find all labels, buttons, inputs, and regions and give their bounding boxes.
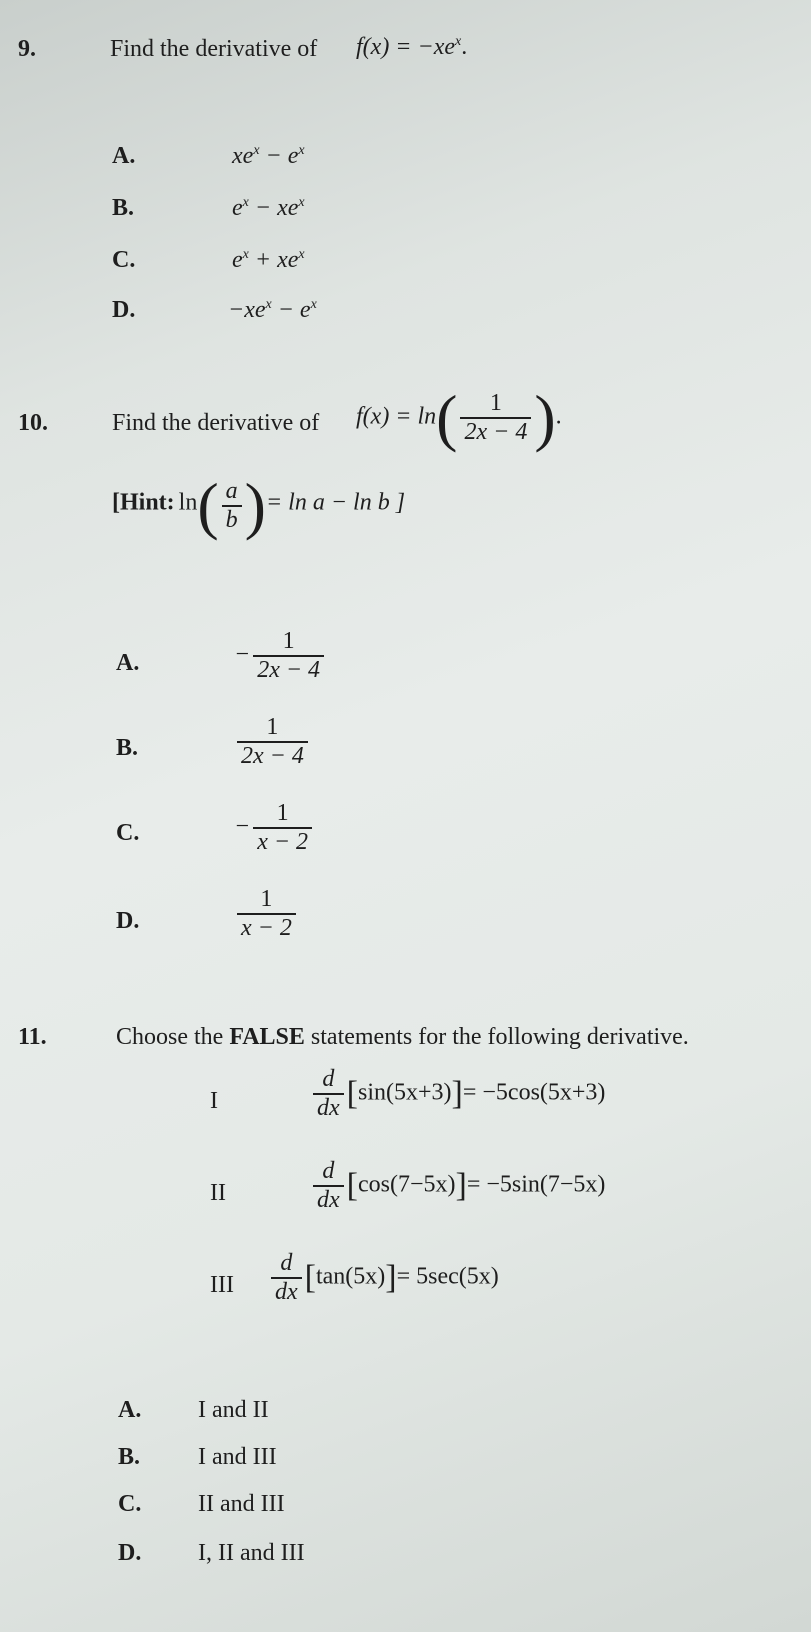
option-expression[interactable]: − $\frac{1}{2x - 4}$ — [234, 628, 327, 684]
statement-expression: $\frac{d}{dx}$ [tan(5x)]= 5sec(5x) — [268, 1250, 499, 1306]
option-expression[interactable]: $xe^x - e^x$ — [232, 143, 305, 169]
statement-expression: $\frac{d}{dx}$ [cos(7−5x)]= −5sin(7−5x) — [310, 1158, 605, 1214]
option-letter: C. — [118, 1491, 142, 1517]
question-prompt: Find the derivative of — [112, 410, 320, 436]
option-letter: A. — [112, 143, 136, 169]
option-text[interactable]: II and III — [198, 1491, 285, 1517]
question-number: 11. — [18, 1024, 47, 1050]
option-expression[interactable]: − $\frac{1}{x - 2}$ — [234, 800, 315, 856]
statement-roman: I — [210, 1088, 218, 1114]
option-letter: A. — [118, 1397, 142, 1423]
option-letter: D. — [118, 1540, 142, 1566]
option-letter: D. — [116, 908, 140, 934]
statement-expression: $\frac{d}{dx}$ [sin(5x+3)]= −5cos(5x+3) — [310, 1066, 605, 1122]
statement-roman: III — [210, 1272, 234, 1298]
hint: [Hint: ln( $\frac{a}{b}$ )= ln a − ln b ] — [112, 470, 406, 541]
option-text[interactable]: I, II and III — [198, 1540, 305, 1566]
option-letter: B. — [118, 1444, 141, 1470]
option-expression[interactable]: $e^x - xe^x$ — [232, 195, 305, 221]
hint-rhs: = ln a − ln b ] — [265, 489, 406, 516]
option-expression[interactable]: $\frac{1}{2x - 4}$ — [234, 714, 311, 770]
option-letter: C. — [112, 247, 136, 273]
option-letter: D. — [112, 297, 136, 323]
question-number: 10. — [18, 410, 48, 436]
question-prompt: Find the derivative of — [110, 36, 318, 62]
question-prompt: Choose the FALSE statements for the following derivative. — [116, 1024, 689, 1050]
option-expression[interactable]: $e^x + xe^x$ — [232, 247, 305, 273]
option-text[interactable]: I and II — [198, 1397, 269, 1423]
question-function: f(x) = ln( $\frac{1}{2x - 4}$ ). — [356, 382, 562, 453]
option-letter: B. — [116, 735, 139, 761]
option-letter: A. — [116, 650, 140, 676]
hint-label: [Hint: — [112, 489, 175, 516]
option-letter: B. — [112, 195, 135, 221]
option-letter: C. — [116, 820, 140, 846]
option-expression[interactable]: $\frac{1}{x - 2}$ — [234, 886, 299, 942]
option-expression[interactable]: $-xe^x - e^x$ — [228, 297, 317, 323]
question-number: 9. — [18, 36, 36, 62]
question-function: $f(x) = -xe^x$. — [356, 34, 468, 60]
option-text[interactable]: I and III — [198, 1444, 277, 1470]
statement-roman: II — [210, 1180, 226, 1206]
